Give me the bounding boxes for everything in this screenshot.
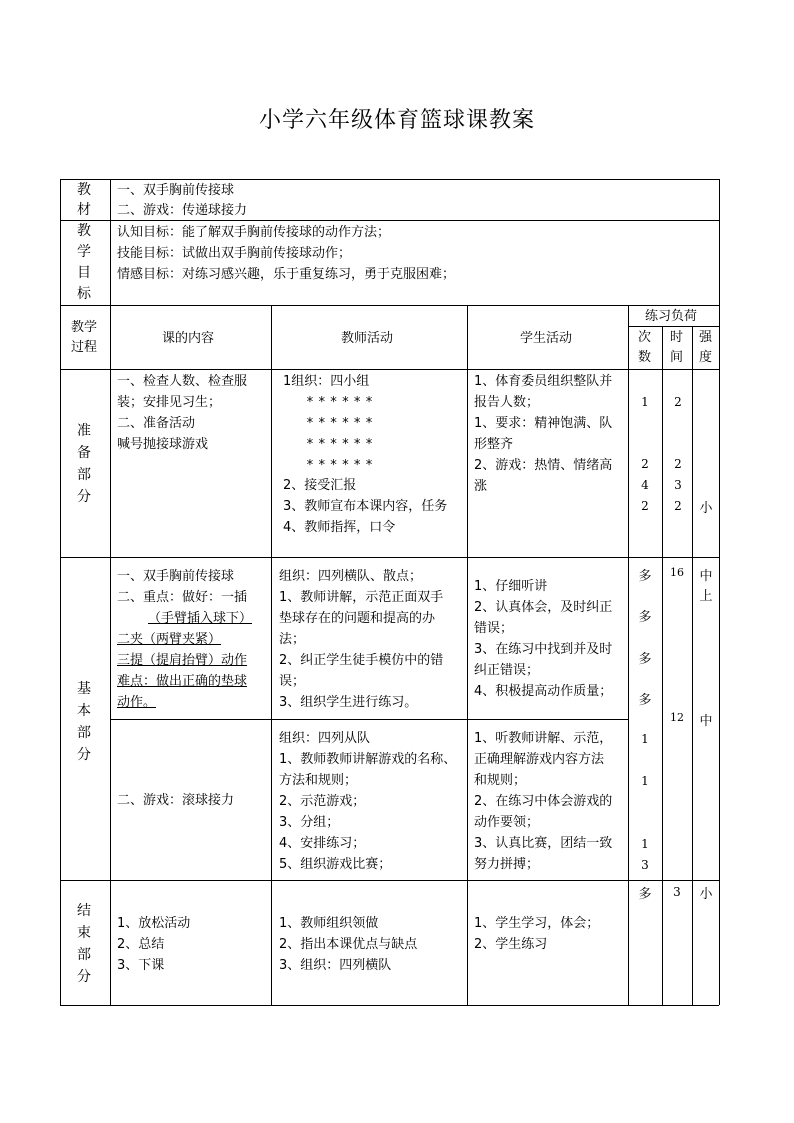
- prep-student-line: 涨: [474, 479, 488, 494]
- basic-student-line: 和规则；: [474, 773, 527, 788]
- basic-duration: 12: [670, 711, 684, 724]
- end-content-line: 1、放松活动: [117, 916, 191, 931]
- table-border-bottom: [60, 1005, 719, 1006]
- row-divider: [60, 557, 719, 558]
- prep-label: 准备部分: [77, 423, 91, 505]
- prep-student-line: 2、游戏：热情、情绪高: [474, 458, 613, 473]
- basic-teacher-line: 3、分组；: [279, 815, 340, 830]
- basic-duration: 16: [670, 566, 684, 579]
- prep-content-line: 一、检查人数、检查服: [117, 374, 248, 389]
- col-divider: [271, 305, 272, 1005]
- header-content: 课的内容: [162, 331, 215, 346]
- basic-teacher-line: 法；: [279, 632, 306, 647]
- basic-teacher-line: 2、纠正学生徒手模仿中的错: [279, 653, 444, 668]
- end-label: 结束部分: [77, 903, 91, 985]
- prep-duration: 2: [674, 457, 682, 471]
- basic-teacher-line: 1、教师教师讲解游戏的名称、: [279, 752, 457, 767]
- prep-teacher-formation: ******: [306, 437, 377, 452]
- row-divider: [60, 880, 719, 881]
- basic-teacher-line: 2、示范游戏；: [279, 794, 366, 809]
- prep-teacher-line: 3、教师宣布本课内容，任务: [283, 499, 448, 514]
- basic-student-line: 4、积极提高动作质量；: [474, 684, 613, 699]
- page-title: 小学六年级体育篮球课教案: [258, 108, 535, 133]
- basic-times: 多: [638, 652, 652, 667]
- basic-times: 多: [638, 693, 652, 708]
- prep-duration: 2: [674, 499, 682, 513]
- basic-content-line: 二、游戏：滚球接力: [117, 793, 235, 808]
- basic-student-line: 1、听教师讲解、示范，: [474, 731, 613, 746]
- basic-content-line: 二夹（两臂夹紧）: [117, 632, 222, 647]
- basic-student-line: 动作要领；: [474, 815, 540, 830]
- row-divider: [60, 305, 719, 306]
- header-student: 学生活动: [520, 331, 573, 346]
- header-load: 练习负荷: [645, 309, 698, 324]
- prep-teacher-formation: ******: [306, 416, 377, 431]
- header-intensity: 强度: [699, 330, 713, 365]
- row-divider: [110, 719, 628, 720]
- basic-teacher-line: 1、教师讲解，示范正面双手: [279, 590, 444, 605]
- basic-teacher-line: 4、安排练习；: [279, 836, 366, 851]
- basic-content-line: 三提（提肩抬臂）动作: [117, 653, 248, 668]
- basic-times: 1: [641, 774, 649, 788]
- basic-teacher-line: 垫球存在的问题和提高的办: [279, 611, 436, 626]
- end-intensity: 小: [699, 887, 713, 902]
- basic-student-line: 错误；: [474, 621, 514, 636]
- prep-teacher-formation: ******: [306, 395, 377, 410]
- basic-intensity: 中: [699, 714, 713, 729]
- end-teacher-line: 1、教师组织领做: [279, 916, 379, 931]
- basic-student-line: 正确理解游戏内容方法: [474, 752, 605, 767]
- basic-student-line: 2、认真体会，及时纠正: [474, 600, 613, 615]
- mubiao-label: 教学目标: [77, 223, 91, 302]
- col-divider: [467, 305, 468, 1005]
- prep-content-line: 喊号抛接球游戏: [117, 437, 209, 452]
- prep-student-line: 报告人数；: [474, 395, 540, 410]
- basic-intensity: 中: [699, 569, 713, 584]
- prep-teacher-line: 4、教师指挥，口令: [283, 520, 396, 535]
- basic-teacher-line: 组织：四列从队: [279, 731, 371, 746]
- prep-teacher-line: 1组织：四小组: [283, 374, 370, 389]
- basic-content-line: 一、双手胸前传接球: [117, 569, 235, 584]
- basic-times: 多: [638, 569, 652, 584]
- col-divider: [628, 305, 629, 1005]
- jiaocai-line: 一、双手胸前传接球: [117, 183, 235, 198]
- end-duration: 3: [673, 885, 681, 899]
- end-student-line: 2、学生练习: [474, 937, 548, 952]
- prep-times: 1: [641, 395, 649, 409]
- row-divider: [60, 369, 719, 370]
- col-divider: [110, 179, 111, 1005]
- prep-duration: 3: [674, 478, 682, 492]
- basic-label: 基本部分: [77, 681, 91, 763]
- basic-content-line: （手臂插入球下）: [148, 611, 253, 626]
- prep-teacher-line: 2、接受汇报: [283, 478, 357, 493]
- prep-student-line: 1、体育委员组织整队并: [474, 374, 613, 389]
- prep-duration: 2: [674, 395, 682, 409]
- basic-times: 3: [641, 858, 649, 872]
- basic-student-line: 3、认真比赛，团结一致: [474, 836, 613, 851]
- basic-content-line: 动作。: [117, 695, 157, 710]
- basic-student-line: 3、在练习中找到并及时: [474, 642, 613, 657]
- col-divider: [692, 326, 693, 1005]
- basic-times: 1: [641, 837, 649, 851]
- basic-student-line: 2、在练习中体会游戏的: [474, 794, 613, 809]
- prep-intensity: 小: [699, 501, 713, 516]
- end-teacher-line: 3、组织：四列横队: [279, 958, 392, 973]
- basic-teacher-line: 方法和规则；: [279, 773, 358, 788]
- basic-teacher-line: 5、组织游戏比赛；: [279, 857, 392, 872]
- mubiao-line: 情感目标：对练习感兴趣，乐于重复练习，勇于克服困难；: [117, 267, 456, 282]
- header-process: 教学过程: [70, 320, 97, 355]
- mubiao-line: 认知目标：能了解双手胸前传接球的动作方法；: [117, 225, 391, 240]
- mubiao-line: 技能目标：试做出双手胸前传接球动作；: [117, 246, 352, 261]
- basic-times: 1: [641, 732, 649, 746]
- header-times: 次数: [638, 330, 652, 365]
- basic-student-line: 纠正错误；: [474, 663, 540, 678]
- basic-student-line: 1、仔细听讲: [474, 579, 548, 594]
- basic-teacher-line: 误；: [279, 674, 306, 689]
- basic-content-line: 难点：做出正确的垫球: [117, 674, 248, 689]
- basic-teacher-line: 组织：四列横队、散点；: [279, 569, 423, 584]
- prep-student-line: 1、要求：精神饱满、队: [474, 416, 613, 431]
- basic-intensity: 上: [699, 589, 713, 604]
- prep-content-line: 装；安排见习生；: [117, 395, 222, 410]
- basic-times: 多: [638, 610, 652, 625]
- prep-teacher-formation: ******: [306, 458, 377, 473]
- end-times: 多: [638, 887, 652, 902]
- basic-content-line: 二、重点：做好：一插: [117, 590, 248, 605]
- prep-times: 2: [641, 499, 649, 513]
- prep-times: 2: [641, 457, 649, 471]
- basic-student-line: 努力拼搏；: [474, 857, 540, 872]
- end-content-line: 3、下课: [117, 958, 165, 973]
- prep-times: 4: [641, 478, 649, 492]
- jiaocai-line: 二、游戏：传递球接力: [117, 203, 248, 218]
- col-divider: [662, 326, 663, 1005]
- prep-content-line: 二、准备活动: [117, 416, 196, 431]
- end-content-line: 2、总结: [117, 937, 165, 952]
- header-duration: 时间: [670, 330, 684, 365]
- basic-teacher-line: 3、组织学生进行练习。: [279, 695, 418, 710]
- jiaocai-label: 教材: [77, 182, 91, 218]
- end-student-line: 1、学生学习，体会；: [474, 916, 600, 931]
- prep-student-line: 形整齐: [474, 437, 514, 452]
- header-teacher: 教师活动: [341, 331, 394, 346]
- table-border-right: [719, 179, 720, 1005]
- table-border-left: [60, 179, 61, 1005]
- end-teacher-line: 2、指出本课优点与缺点: [279, 937, 418, 952]
